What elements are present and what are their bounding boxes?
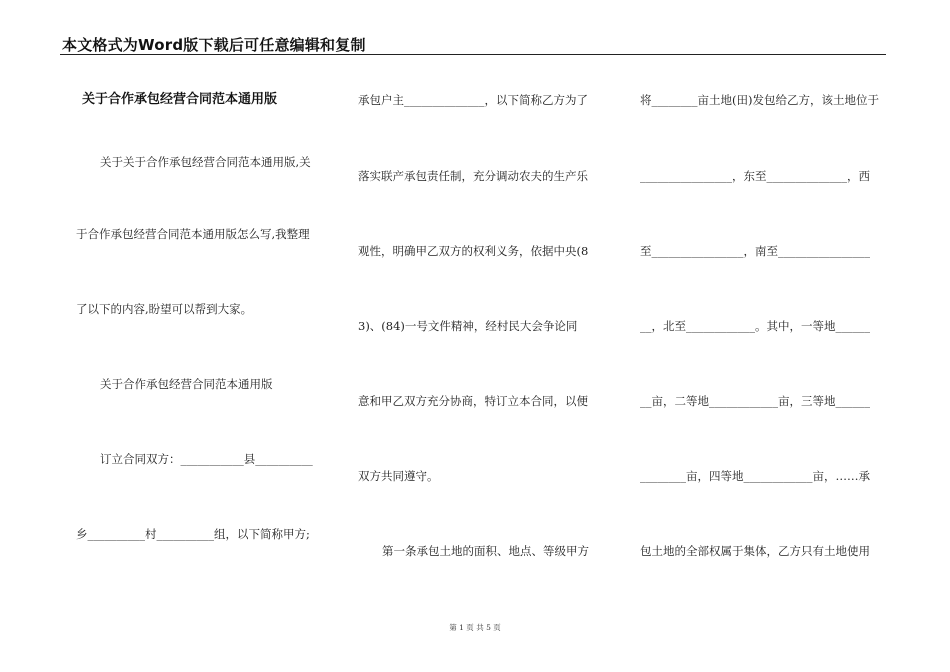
text-line: 3)、(84)一号文件精神，经村民大会争论同 — [358, 319, 578, 333]
header-rule — [60, 54, 886, 55]
section-heading: 关于合作承包经营合同范本通用版 — [100, 377, 273, 391]
text-line: 落实联产承包责任制，充分调动农夫的生产乐 — [358, 169, 588, 183]
text-line: 乡__________村__________组，以下简称甲方; — [76, 527, 310, 541]
document-title: 关于合作承包经营合同范本通用版 — [82, 92, 278, 107]
article-heading: 第一条承包土地的面积、地点、等级甲方 — [382, 544, 589, 558]
text-line: 于合作承包经营合同范本通用版怎么写,我整理 — [76, 227, 310, 241]
text-line: 双方共同遵守。 — [358, 469, 439, 483]
text-line: 将________亩土地(田)发包给乙方，该土地位于 — [640, 93, 879, 107]
text-line: 至________________，南至________________ — [640, 244, 870, 258]
text-line: 包土地的全部权属于集体，乙方只有土地使用 — [640, 544, 870, 558]
page-number: 第 1 页 共 5 页 — [449, 623, 501, 632]
text-line: 意和甲乙双方充分协商，特订立本合同，以便 — [358, 394, 588, 408]
text-line: 承包户主______________，以下简称乙方为了 — [358, 93, 588, 107]
download-banner: 本文格式为Word版下载后可任意编辑和复制 — [62, 36, 366, 54]
text-line: 订立合同双方：___________县__________ — [100, 452, 313, 466]
text-line: 了以下的内容,盼望可以帮到大家。 — [76, 302, 253, 316]
text-line: __，北至____________。其中，一等地______ — [640, 319, 870, 333]
text-line: ________亩，四等地____________亩，……承 — [640, 469, 870, 483]
text-line: ________________，东至______________，西 — [640, 169, 870, 183]
text-line: 关于关于合作承包经营合同范本通用版,关 — [100, 155, 311, 169]
text-line: 观性，明确甲乙双方的权利义务，依据中央(8 — [358, 244, 589, 258]
text-line: __亩，二等地____________亩，三等地______ — [640, 394, 870, 408]
